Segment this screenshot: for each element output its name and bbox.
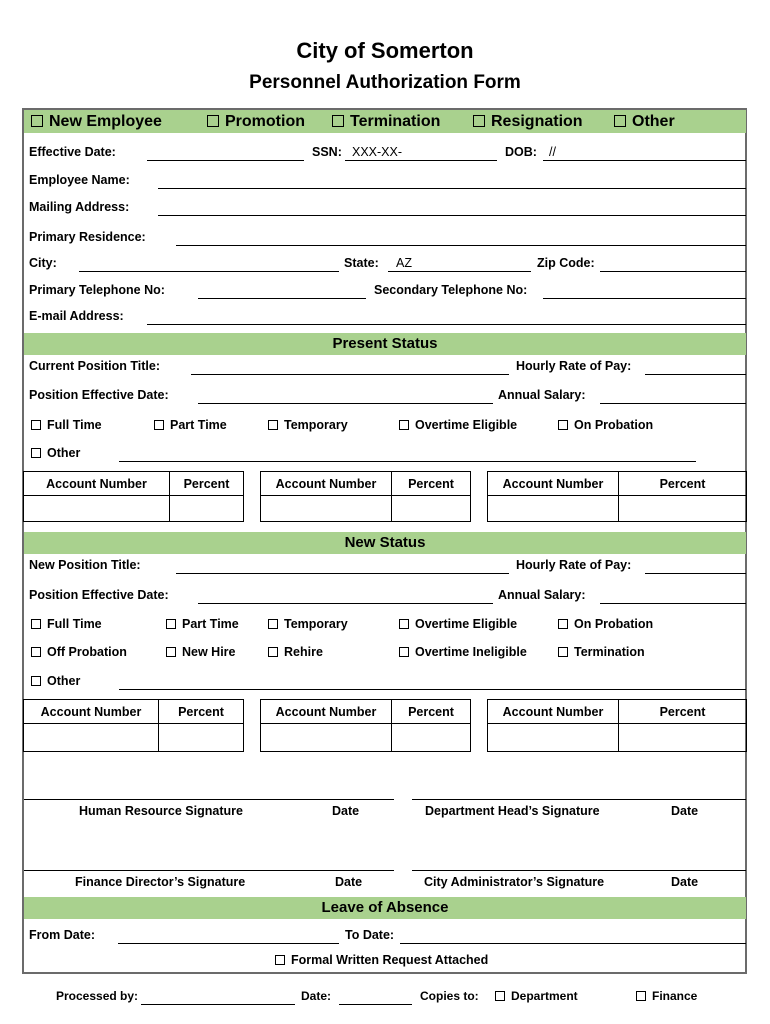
copies-department-checkbox[interactable]: Department	[495, 989, 578, 1003]
percent-cell[interactable]	[619, 496, 747, 522]
checkbox-icon	[399, 619, 409, 629]
present-account-table-3	[487, 471, 747, 522]
account-number-cell[interactable]	[261, 724, 392, 752]
new-effective-field[interactable]	[198, 603, 493, 604]
city-admin-signature-line[interactable]	[412, 870, 746, 871]
to-date-field[interactable]	[400, 943, 746, 944]
present-part-time[interactable]: Part Time	[154, 418, 227, 432]
present-hourly-label: Hourly Rate of Pay:	[516, 359, 632, 373]
primary-phone-label: Primary Telephone No:	[29, 283, 165, 297]
percent-header: Percent	[619, 700, 747, 724]
account-number-header: Account Number	[261, 700, 392, 724]
percent-header: Percent	[170, 472, 244, 496]
state-label: State:	[344, 256, 379, 270]
new-effective-label: Position Effective Date:	[29, 588, 169, 602]
checkbox-icon	[636, 991, 646, 1001]
checkbox-icon	[166, 647, 176, 657]
present-salary-field[interactable]	[600, 403, 746, 404]
primary-residence-field[interactable]	[176, 245, 746, 246]
new-hourly-label: Hourly Rate of Pay:	[516, 558, 632, 572]
city-label: City:	[29, 256, 57, 270]
dept-head-signature-label: Department Head’s Signature	[425, 804, 600, 818]
account-number-header: Account Number	[24, 472, 170, 496]
percent-header: Percent	[392, 700, 471, 724]
present-effective-field[interactable]	[198, 403, 493, 404]
new-off-probation[interactable]: Off Probation	[31, 645, 127, 659]
state-value: AZ	[396, 256, 412, 270]
mailing-address-field[interactable]	[158, 215, 746, 216]
checkbox-icon	[207, 115, 219, 127]
email-field[interactable]	[147, 324, 746, 325]
present-account-table-1	[23, 471, 244, 522]
checkbox-icon	[332, 115, 344, 127]
present-overtime-eligible[interactable]: Overtime Eligible	[399, 418, 517, 432]
percent-cell[interactable]	[392, 496, 471, 522]
checkbox-termination[interactable]: Termination	[332, 113, 440, 131]
state-field[interactable]	[388, 271, 531, 272]
checkbox-icon	[31, 448, 41, 458]
checkbox-icon	[495, 991, 505, 1001]
new-part-time[interactable]: Part Time	[166, 617, 239, 631]
new-account-table-1	[23, 699, 244, 752]
employee-name-field[interactable]	[158, 188, 746, 189]
current-position-label: Current Position Title:	[29, 359, 161, 373]
new-rehire[interactable]: Rehire	[268, 645, 323, 659]
new-overtime-eligible[interactable]: Overtime Eligible	[399, 617, 517, 631]
ssn-field[interactable]	[345, 160, 497, 161]
present-effective-label: Position Effective Date:	[29, 388, 169, 402]
city-admin-date-label: Date	[671, 875, 699, 889]
percent-header: Percent	[159, 700, 244, 724]
new-hourly-field[interactable]	[645, 573, 746, 574]
checkbox-resignation[interactable]: Resignation	[473, 113, 583, 131]
new-account-table-2	[260, 699, 471, 752]
new-other[interactable]: Other	[31, 674, 80, 688]
present-temporary[interactable]: Temporary	[268, 418, 348, 432]
percent-header: Percent	[619, 472, 747, 496]
present-hourly-field[interactable]	[645, 374, 746, 375]
new-salary-field[interactable]	[600, 603, 746, 604]
dept-head-date-label: Date	[671, 804, 699, 818]
secondary-phone-field[interactable]	[543, 298, 746, 299]
percent-cell[interactable]	[170, 496, 244, 522]
percent-cell[interactable]	[159, 724, 244, 752]
checkbox-icon	[558, 647, 568, 657]
city-admin-signature-label: City Administrator’s Signature	[424, 875, 605, 889]
checkbox-icon	[399, 420, 409, 430]
new-salary-label: Annual Salary:	[498, 588, 586, 602]
checkbox-new-employee[interactable]: New Employee	[31, 113, 162, 131]
leave-title: Leave of Absence	[321, 899, 449, 916]
account-number-header: Account Number	[261, 472, 392, 496]
new-on-probation[interactable]: On Probation	[558, 617, 653, 631]
current-position-field[interactable]	[191, 374, 509, 375]
processed-by-label: Processed by:	[56, 989, 139, 1003]
new-temporary[interactable]: Temporary	[268, 617, 348, 631]
checkbox-icon	[558, 420, 568, 430]
dept-head-signature-line[interactable]	[412, 799, 746, 800]
account-number-header: Account Number	[24, 700, 159, 724]
new-new-hire[interactable]: New Hire	[166, 645, 236, 659]
new-position-field[interactable]	[176, 573, 509, 574]
new-status-title: New Status	[344, 534, 426, 551]
checkbox-icon	[268, 619, 278, 629]
account-number-header: Account Number	[488, 472, 619, 496]
account-number-header: Account Number	[488, 700, 619, 724]
account-number-cell[interactable]	[24, 724, 159, 752]
copies-finance-checkbox[interactable]: Finance	[636, 989, 697, 1003]
present-other-field[interactable]	[119, 461, 696, 462]
account-number-cell[interactable]	[488, 496, 619, 522]
processed-by-field[interactable]	[141, 1004, 295, 1005]
checkbox-icon	[31, 420, 41, 430]
primary-phone-field[interactable]	[198, 298, 366, 299]
new-termination[interactable]: Termination	[558, 645, 645, 659]
email-label: E-mail Address:	[29, 309, 124, 323]
account-number-cell[interactable]	[24, 496, 170, 522]
checkbox-icon	[31, 619, 41, 629]
checkbox-icon	[268, 420, 278, 430]
page-title: City of Somerton	[296, 38, 474, 63]
account-number-cell[interactable]	[261, 496, 392, 522]
city-field[interactable]	[79, 271, 339, 272]
checkbox-icon	[166, 619, 176, 629]
ssn-label: SSN:	[312, 145, 342, 159]
percent-cell[interactable]	[392, 724, 471, 752]
checkbox-icon	[31, 676, 41, 686]
to-date-label: To Date:	[345, 928, 395, 942]
account-number-cell[interactable]	[488, 724, 619, 752]
percent-header: Percent	[392, 472, 471, 496]
checkbox-icon	[473, 115, 485, 127]
new-overtime-ineligible[interactable]: Overtime Ineligible	[399, 645, 527, 659]
new-position-label: New Position Title:	[29, 558, 141, 572]
finance-director-date-label: Date	[335, 875, 363, 889]
from-date-field[interactable]	[118, 943, 339, 944]
hr-date-label: Date	[332, 804, 360, 818]
present-status-title: Present Status	[332, 335, 438, 352]
checkbox-icon	[275, 955, 285, 965]
zip-field[interactable]	[600, 271, 746, 272]
checkbox-other-action[interactable]: Other	[614, 113, 675, 131]
checkbox-icon	[31, 115, 43, 127]
present-account-table-2	[260, 471, 471, 522]
finance-director-signature-label: Finance Director’s Signature	[75, 875, 246, 889]
effective-date-field[interactable]	[147, 160, 304, 161]
checkbox-icon	[31, 647, 41, 657]
new-full-time[interactable]: Full Time	[31, 617, 102, 631]
hr-signature-line[interactable]	[24, 799, 394, 800]
checkbox-icon	[399, 647, 409, 657]
percent-cell[interactable]	[619, 724, 747, 752]
hr-signature-label: Human Resource Signature	[79, 804, 243, 818]
primary-residence-label: Primary Residence:	[29, 230, 146, 244]
present-other[interactable]: Other	[31, 446, 80, 460]
formal-request-checkbox[interactable]: Formal Written Request Attached	[275, 953, 488, 967]
zip-label: Zip Code:	[537, 256, 595, 270]
ssn-value: XXX-XX-	[352, 145, 403, 159]
present-full-time[interactable]: Full Time	[31, 418, 102, 432]
mailing-address-label: Mailing Address:	[29, 200, 130, 214]
checkbox-promotion[interactable]: Promotion	[207, 113, 305, 131]
new-other-field[interactable]	[119, 689, 746, 690]
checkbox-icon	[614, 115, 626, 127]
finance-director-signature-line[interactable]	[24, 870, 394, 871]
page-subtitle: Personnel Authorization Form	[249, 72, 521, 93]
footer-date-label: Date:	[301, 989, 332, 1003]
copies-to-label: Copies to:	[420, 989, 479, 1003]
dob-field[interactable]	[543, 160, 746, 161]
checkbox-icon	[558, 619, 568, 629]
checkbox-icon	[154, 420, 164, 430]
new-account-table-3	[487, 699, 747, 752]
employee-name-label: Employee Name:	[29, 173, 130, 187]
dob-value: //	[549, 145, 556, 159]
secondary-phone-label: Secondary Telephone No:	[374, 283, 528, 297]
footer-date-field[interactable]	[339, 1004, 412, 1005]
present-on-probation[interactable]: On Probation	[558, 418, 653, 432]
checkbox-icon	[268, 647, 278, 657]
dob-label: DOB:	[505, 145, 537, 159]
present-salary-label: Annual Salary:	[498, 388, 586, 402]
effective-date-label: Effective Date:	[29, 145, 116, 159]
from-date-label: From Date:	[29, 928, 95, 942]
